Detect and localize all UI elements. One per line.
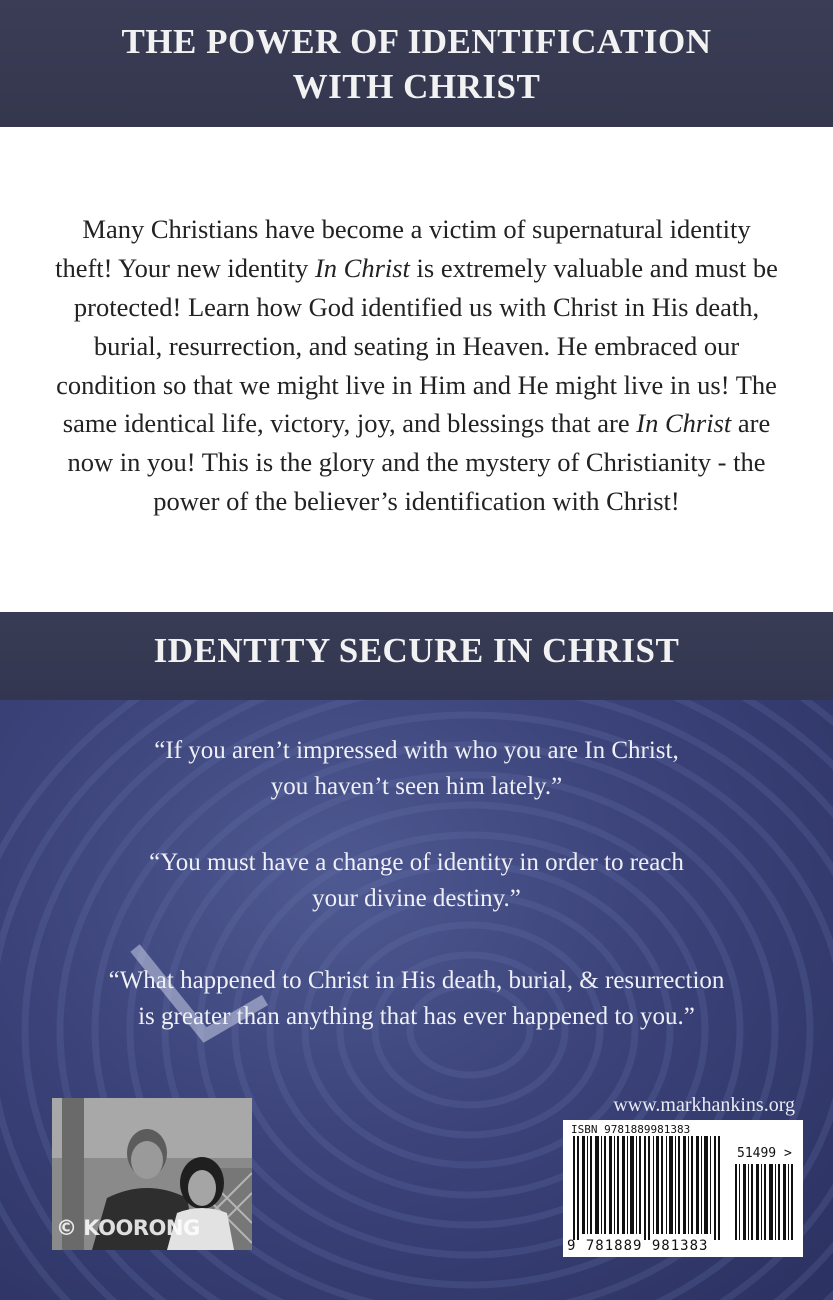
description-panel <box>0 127 833 612</box>
quote-line: “What happened to Christ in His death, burial, & resurrection <box>108 967 725 994</box>
header-band <box>0 0 833 127</box>
cover-title-line1: THE POWER OF IDENTIFICATION <box>121 21 712 61</box>
cover-title <box>121 19 711 109</box>
section-title: IDENTITY SECURE IN CHRIST <box>153 631 680 670</box>
quote-3 <box>0 963 833 1035</box>
quote-1 <box>0 733 833 805</box>
description-emphasis: In Christ <box>314 253 410 284</box>
photo-watermark: © KOORONG <box>56 1216 200 1240</box>
price-barcode-bars <box>735 1164 795 1240</box>
description-text: is extremely valuable and must be protected! Learn how God identified us with Christ in His death, burial, resurrection, and seating in Heaven. He embraced our condition so that we might live in Him and He might live in us! The same identical life, victory, joy, and blessings that are <box>56 253 778 439</box>
quote-line: is greater than anything that has ever happened to you.” <box>138 1003 695 1030</box>
quote-2 <box>0 845 833 917</box>
barcode-bars <box>573 1136 723 1240</box>
section-band <box>0 612 833 700</box>
description-emphasis: In Christ <box>636 408 732 439</box>
quote-line: you haven’t seen him lately.” <box>270 773 563 800</box>
website-url[interactable]: www.markhankins.org <box>613 1094 795 1116</box>
author-photo <box>52 1098 252 1250</box>
quote-line: “You must have a change of identity in order to reach <box>149 849 684 876</box>
price-code: 51499 > <box>737 1146 792 1161</box>
quotes-panel <box>0 700 833 1300</box>
quote-line: “If you aren’t impressed with who you are In Christ, <box>154 737 679 764</box>
book-description <box>52 210 782 520</box>
description-text: are now in you! This is the glory and the mystery of Christianity - the power of the believer’s identification with Christ! <box>67 408 771 516</box>
barcode-digits: 9 781889 981383 <box>567 1238 709 1254</box>
isbn-barcode <box>563 1120 803 1257</box>
quote-line: your divine destiny.” <box>312 885 521 912</box>
description-text: Many Christians have become a victim of supernatural identity theft! Your new identity <box>55 214 751 284</box>
isbn-label: ISBN 9781889981383 <box>571 1123 691 1136</box>
cover-title-line2: WITH CHRIST <box>292 66 541 106</box>
